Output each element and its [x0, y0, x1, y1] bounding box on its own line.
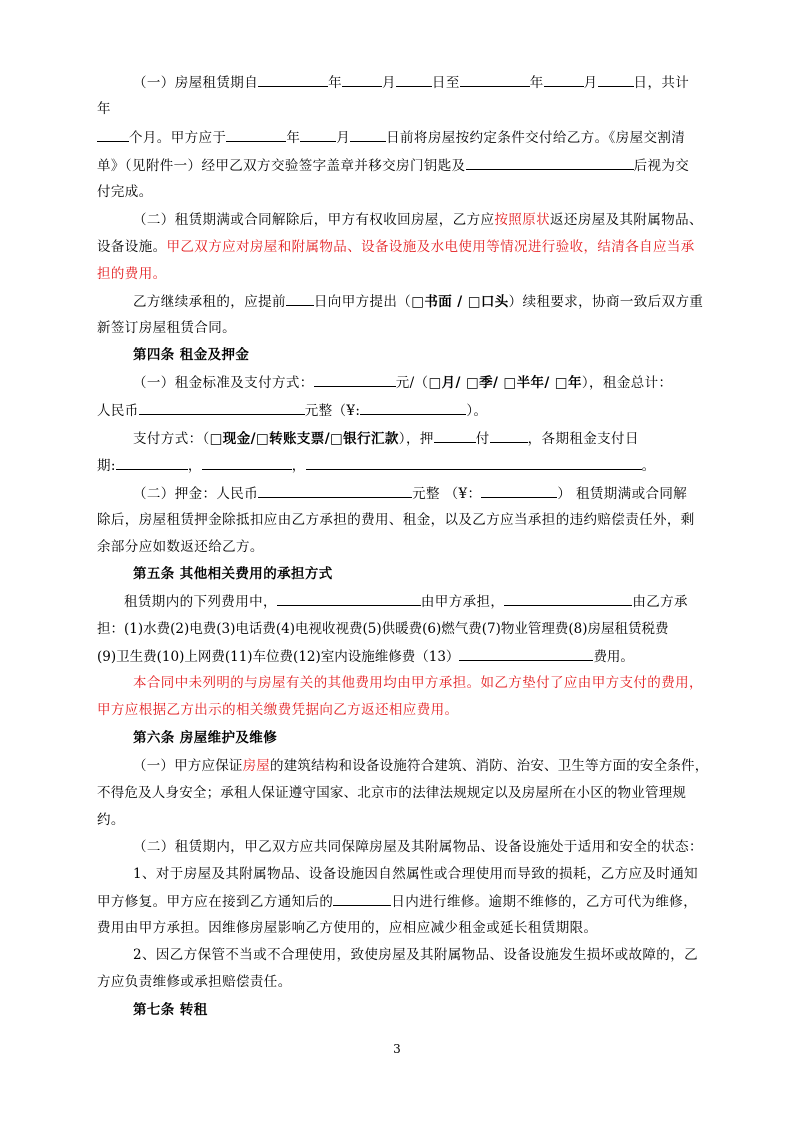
text: 单》（见附件一）经甲乙双方交验签字盖章并移交房门钥匙及: [97, 158, 466, 174]
text: ，: [187, 458, 202, 474]
text-line: 除后，房屋租赁押金除抵扣应由乙方承担的费用、租金，以及乙方应当承担的违约赔偿责任外，剩: [97, 512, 695, 528]
text: ），押: [398, 431, 434, 447]
blank-repair-days[interactable]: [333, 892, 391, 906]
text: 租赁期内的下列费用中，: [124, 594, 277, 610]
text-line: 不得危及人身安全；承租人保证遵守国家、北京市的法律法规规定以及房屋所在小区的物业管理规: [97, 785, 687, 801]
fee-list-line: 担：(1)水费(2)电费(3)电话费(4)电视收视费(5)供暖费(6)燃气费(7)物业管理费(8)房屋租赁税费: [97, 621, 669, 637]
text: 个月。甲方应于: [129, 130, 227, 146]
text: （二）押金：人民币: [133, 486, 259, 502]
payment-dates-line: [97, 456, 656, 475]
payment-method-line: [133, 429, 639, 448]
rent-standard-line: [133, 373, 672, 392]
safety-line: [133, 757, 708, 775]
text: (9)卫生费(10)上网费(11)车位费(12)室内设施维修费（13）: [97, 649, 460, 665]
text: （一）甲方应保证: [133, 758, 243, 774]
text: 人民币: [97, 403, 139, 419]
blank-start-year[interactable]: [258, 73, 328, 87]
text: ） 租赁期满或合同解: [557, 486, 688, 502]
blank-pay-date-1[interactable]: [116, 456, 188, 470]
text-line: （二）租赁期内，甲乙双方应共同保障房屋及其附属物品、设备设施处于适用和安全的状态：: [133, 839, 703, 855]
text: 年: [529, 75, 544, 91]
text: 月: [336, 130, 351, 146]
text: 月: [583, 75, 598, 91]
text: （二）租赁期满或合同解除后，甲方有权收回房屋，乙方应: [133, 212, 495, 228]
blank-deposit-amount[interactable]: [258, 484, 412, 498]
inspection-line: [97, 238, 695, 256]
highlight-text: 按照原状: [494, 212, 551, 228]
section-heading: 第六条 房屋维护及维修: [133, 730, 278, 746]
text: 由乙方承: [632, 594, 688, 610]
text: 付: [475, 431, 490, 447]
text: 日内进行维修。逾期不维修的，乙方可代为维修，: [391, 894, 698, 910]
text: 后视为交: [633, 158, 690, 174]
blank-rent-amount[interactable]: [314, 373, 396, 387]
blank-pay-date-3[interactable]: [306, 456, 642, 470]
text: 元/（: [395, 375, 429, 391]
blank-rent-total[interactable]: [139, 401, 305, 415]
text: 年: [286, 130, 301, 146]
blank-delivery-month[interactable]: [300, 128, 336, 142]
text: 日，共计: [633, 75, 690, 91]
blank-months[interactable]: [97, 128, 129, 142]
highlight-line: 担的费用。: [97, 266, 167, 282]
handover-line: [97, 156, 689, 175]
blank-other-fee[interactable]: [459, 647, 593, 661]
text: 支付方式：（: [133, 431, 210, 447]
section-heading: 第七条 转租: [133, 1002, 208, 1018]
text: ），租金总计：: [581, 375, 673, 391]
text-line: 方应负责维修或承担赔偿责任。: [97, 974, 292, 990]
text: 由甲方承担，: [420, 594, 505, 610]
text: 费用。: [593, 649, 634, 665]
text: 元整（¥:: [304, 403, 361, 419]
payment-method-options[interactable]: □现金/□转账支票/□银行汇款: [209, 431, 399, 447]
renewal-method-options[interactable]: □书面 / □口头: [411, 294, 509, 310]
text-line: 1、对于房屋及其附属物品、设备设施因自然属性或合理使用而导致的损耗，乙方应及时通知: [133, 866, 698, 882]
text: 甲方修复。甲方应在接到乙方通知后的: [97, 894, 334, 910]
repair-line: [97, 892, 697, 911]
text: 。: [641, 458, 656, 474]
blank-renewal-days[interactable]: [286, 292, 314, 306]
highlight-text: 房屋: [242, 758, 271, 774]
section-heading: 第四条 租金及押金: [133, 347, 250, 363]
blank-start-day[interactable]: [396, 73, 432, 87]
blank-pay-months[interactable]: [490, 429, 528, 443]
lease-term-line: [133, 73, 689, 92]
blank-start-month[interactable]: [342, 73, 382, 87]
highlight-line: 甲方应根据乙方出示的相关缴费凭据向乙方返还相应费用。: [97, 702, 459, 718]
text: （一）房屋租赁期自: [133, 75, 259, 91]
fee-list-line-2: [97, 647, 634, 666]
blank-landlord-fees[interactable]: [277, 592, 421, 606]
text: 的建筑结构和设备设施符合建筑、消防、治安、卫生等方面的安全条件，: [270, 758, 709, 774]
text: ，: [291, 458, 306, 474]
text: 设备设施。: [97, 239, 167, 255]
blank-pay-date-2[interactable]: [202, 456, 292, 470]
text: 日向甲方提出（: [313, 294, 412, 310]
blank-delivery-day[interactable]: [350, 128, 386, 142]
text: ）续租要求，协商一致后双方重: [508, 294, 704, 310]
text-line: 余部分应如数返还给乙方。: [97, 539, 264, 555]
text: 日前将房屋按约定条件交付给乙方。《房屋交割清: [386, 130, 686, 146]
text: 期:: [97, 458, 116, 474]
text-line: 年: [97, 101, 111, 117]
text-line: 约。: [97, 812, 125, 828]
text-line: 付完成。: [97, 184, 153, 200]
text: 返还房屋及其附属物品、: [550, 212, 703, 228]
text: 元整 （¥：: [412, 486, 482, 502]
text: 月: [382, 75, 396, 91]
deposit-line: [133, 484, 687, 503]
blank-delivery-year[interactable]: [226, 128, 286, 142]
renewal-line: [133, 292, 703, 311]
text-line: 新签订房屋租赁合同。: [97, 320, 236, 336]
fees-line: [124, 592, 688, 611]
blank-end-day[interactable]: [598, 73, 634, 87]
text-line: 2、因乙方保管不当或不合理使用，致使房屋及其附属物品、设备设施发生损坏或故障的，乙: [133, 947, 698, 963]
text: 年: [328, 75, 343, 91]
blank-tenant-fees[interactable]: [504, 592, 632, 606]
highlight-text: 甲乙双方应对房屋和附属物品、设备设施及水电使用等情况进行验收，结清各自应当承: [166, 239, 695, 255]
blank-end-month[interactable]: [544, 73, 584, 87]
text: ）。: [466, 403, 488, 419]
text: 日至: [431, 75, 460, 91]
rent-total-line: [97, 401, 487, 420]
text: ，各期租金支付日: [527, 431, 639, 447]
blank-rent-total-figure[interactable]: [360, 401, 466, 415]
text-line: 费用由甲方承担。因维修房屋影响乙方使用的，应相应减少租金或延长租赁期限。: [97, 920, 598, 936]
highlight-line: 本合同中未列明的与房屋有关的其他费用均由甲方承担。如乙方垫付了应由甲方支付的费用，: [133, 675, 703, 691]
blank-deposit-months[interactable]: [434, 429, 476, 443]
section-heading: 第五条 其他相关费用的承担方式: [133, 566, 333, 582]
rent-period-options[interactable]: □月/ □季/ □半年/ □年: [428, 375, 582, 391]
text: 乙方继续承租的，应提前: [133, 294, 286, 310]
blank-handover-items[interactable]: [466, 156, 634, 170]
blank-deposit-figure[interactable]: [481, 484, 557, 498]
blank-end-year[interactable]: [460, 73, 530, 87]
text: （一）租金标准及支付方式：: [133, 375, 314, 391]
page-number: 3: [393, 1042, 401, 1056]
return-line: [133, 211, 703, 229]
delivery-line: [97, 128, 685, 147]
